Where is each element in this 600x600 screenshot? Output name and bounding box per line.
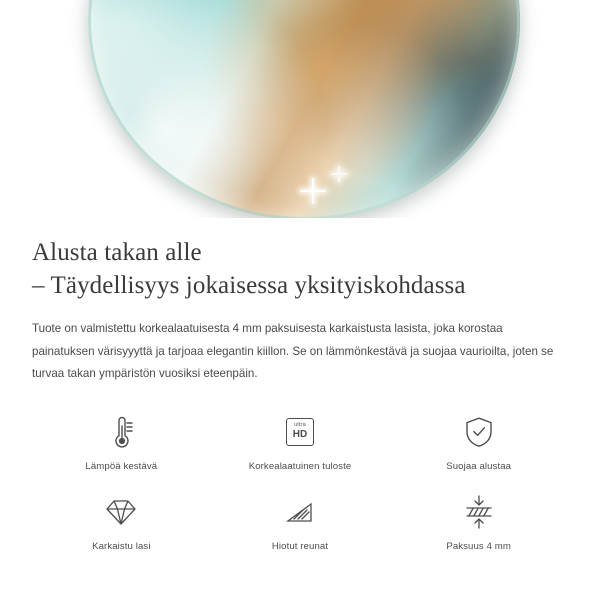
content-section [0, 218, 600, 552]
feature-label: Korkealaatuinen tuloste [248, 460, 352, 472]
thickness-arrows-icon [462, 492, 496, 532]
ultra-hd-icon [286, 412, 314, 452]
feature-label: Lämpöä kestävä [85, 460, 158, 472]
diamond-icon [104, 492, 138, 532]
feature-label: Hiotut reunat [271, 540, 329, 552]
feature-item-tempered-glass [32, 492, 211, 552]
ultra-hd-bottom-label: HD [292, 429, 308, 441]
feature-item-polished-edges [211, 492, 390, 552]
plate-rim [88, 0, 520, 218]
body-paragraph: Tuote on valmistettu korkealaatuisesta 4 mm paksuisesta karkaistusta lasista, joka korostaa painatuksen värisyyyttä ja tarjoaa elegantin kiillon. Se on lämmönkestävä ja suojaa vaurioilta, joten se turvaa takan ympäristön vuosiksi eteenpäin. [32, 322, 554, 381]
ultra-hd-top-label: ultra [294, 422, 306, 429]
feature-grid [32, 412, 568, 552]
shield-check-icon [464, 412, 494, 452]
feature-item-heat-resistant [32, 412, 211, 472]
headline-line-1: Alusta takan alle [32, 239, 202, 266]
hero-image [0, 0, 600, 218]
polished-edges-icon [283, 492, 317, 532]
glass-plate-image [88, 0, 520, 218]
feature-label: Karkaistu lasi [92, 540, 151, 552]
page-title [32, 236, 568, 302]
thermometer-icon [106, 412, 136, 452]
feature-item-protects-surface [389, 412, 568, 472]
feature-item-high-quality-print [211, 412, 390, 472]
feature-label: Suojaa alustaa [446, 460, 512, 472]
headline-line-2: – Täydellisyys jokaisessa yksityiskohdassa [32, 272, 466, 299]
feature-item-thickness [389, 492, 568, 552]
feature-label: Paksuus 4 mm [446, 540, 511, 552]
